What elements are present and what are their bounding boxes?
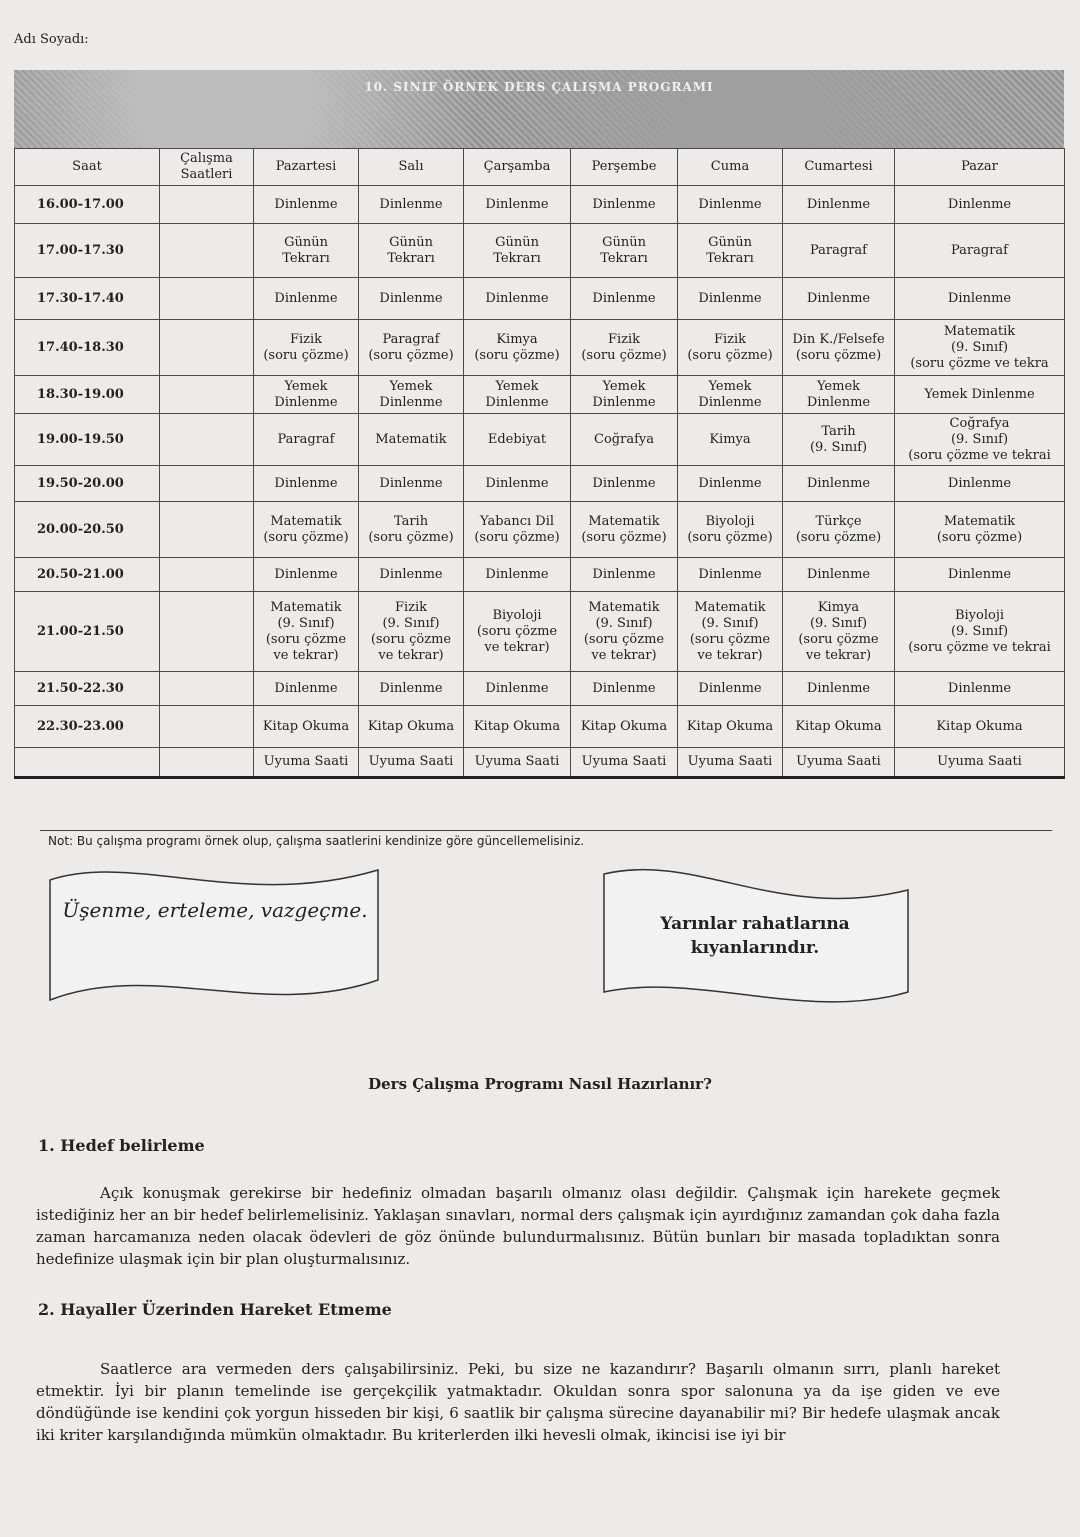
header-cell: Pazartesi — [254, 149, 359, 186]
activity-cell: Yemek Dinlenme — [359, 376, 464, 414]
activity-cell: Tarih (9. Sınıf) — [783, 414, 895, 466]
heading-goal-setting: 1. Hedef belirleme — [38, 1136, 205, 1155]
time-slot-cell: 20.50-21.00 — [15, 558, 160, 592]
activity-cell: Matematik (9. Sınıf) (soru çözme ve tekrar) — [571, 592, 678, 672]
title-banner — [14, 70, 1064, 148]
activity-cell: Dinlenme — [783, 278, 895, 320]
table-row — [15, 376, 1065, 414]
activity-cell: Paragraf — [783, 224, 895, 278]
table-row — [15, 414, 1065, 466]
study-hours-cell — [160, 706, 254, 748]
activity-cell: Dinlenme — [678, 558, 783, 592]
activity-cell: Kitap Okuma — [678, 706, 783, 748]
study-hours-cell — [160, 558, 254, 592]
left-banner-text: Üşenme, erteleme, vazgeçme. — [62, 898, 368, 922]
activity-cell: Tarih (soru çözme) — [359, 502, 464, 558]
table-row — [15, 748, 1065, 778]
activity-cell: Dinlenme — [464, 558, 571, 592]
activity-cell: Kitap Okuma — [895, 706, 1065, 748]
time-slot-cell: 17.30-17.40 — [15, 278, 160, 320]
activity-cell: Dinlenme — [464, 278, 571, 320]
time-slot-cell: 21.50-22.30 — [15, 672, 160, 706]
study-hours-cell — [160, 320, 254, 376]
table-row — [15, 502, 1065, 558]
activity-cell: Kimya (9. Sınıf) (soru çözme ve tekrar) — [783, 592, 895, 672]
activity-cell: Yemek Dinlenme — [254, 376, 359, 414]
activity-cell: Dinlenme — [678, 186, 783, 224]
time-slot-cell: 17.00-17.30 — [15, 224, 160, 278]
right-banner-text: Yarınlar rahatlarına kıyanlarındır. — [660, 914, 850, 958]
activity-cell: Kimya (soru çözme) — [464, 320, 571, 376]
activity-cell: Dinlenme — [678, 672, 783, 706]
activity-cell: Kitap Okuma — [464, 706, 571, 748]
study-hours-cell — [160, 414, 254, 466]
activity-cell: Kimya — [678, 414, 783, 466]
activity-cell: Dinlenme — [359, 278, 464, 320]
activity-cell: Dinlenme — [359, 186, 464, 224]
activity-cell: Dinlenme — [254, 558, 359, 592]
activity-cell: Dinlenme — [464, 672, 571, 706]
activity-cell: Fizik (soru çözme) — [254, 320, 359, 376]
activity-cell: Kitap Okuma — [254, 706, 359, 748]
time-slot-cell: 22.30-23.00 — [15, 706, 160, 748]
activity-cell: Dinlenme — [678, 466, 783, 502]
activity-cell: Matematik (9. Sınıf) (soru çözme ve tekrar) — [678, 592, 783, 672]
study-hours-cell — [160, 502, 254, 558]
activity-cell: Matematik (soru çözme) — [895, 502, 1065, 558]
activity-cell: Yemek Dinlenme — [464, 376, 571, 414]
activity-cell: Biyoloji (soru çözme ve tekrar) — [464, 592, 571, 672]
activity-cell: Dinlenme — [571, 558, 678, 592]
activity-cell: Türkçe (soru çözme) — [783, 502, 895, 558]
activity-cell: Uyuma Saati — [783, 748, 895, 778]
activity-cell: Uyuma Saati — [359, 748, 464, 778]
activity-cell: Paragraf — [254, 414, 359, 466]
name-label: Adı Soyadı: — [14, 32, 89, 47]
header-cell: Pazar — [895, 149, 1065, 186]
activity-cell: Dinlenme — [254, 466, 359, 502]
activity-cell: Paragraf — [895, 224, 1065, 278]
activity-cell: Dinlenme — [571, 466, 678, 502]
heading-dreams: 2. Hayaller Üzerinden Hareket Etmeme — [38, 1300, 392, 1319]
activity-cell: Dinlenme — [895, 672, 1065, 706]
table-header-row — [15, 149, 1065, 186]
header-cell: Salı — [359, 149, 464, 186]
header-cell: Cuma — [678, 149, 783, 186]
activity-cell: Kitap Okuma — [783, 706, 895, 748]
activity-cell: Matematik (9. Sınıf) (soru çözme ve tekrar) — [254, 592, 359, 672]
schedule-note: Not: Bu çalışma programı örnek olup, çalışma saatlerini kendinize göre güncellemelisiniz. — [48, 834, 585, 848]
activity-cell: Matematik (soru çözme) — [254, 502, 359, 558]
paragraph-goal-setting: Açık konuşmak gerekirse bir hedefiniz olmadan başarılı olmanız olası değildir. Çalışmak için harekete geçmek istediğiniz her an bir hedef belirlemelisiniz. Yaklaşan sınavları, normal ders çalışmak için ayırdığınız zamandan çok daha fazla zaman harcamanıza neden olacak ödevleri de göz önünde bulundurmalısınız. Bütün bunları bir masada topladıktan sonra hedefinize ulaşmak için bir plan oluşturmalısınız. — [36, 1184, 1000, 1268]
paragraph-dreams: Saatlerce ara vermeden ders çalışabilirsiniz. Peki, bu size ne kazandırır? Başarılı olmanın sırrı, planlı hareket etmektir. İyi bir planın temelinde ise gerçekçilik yatmaktadır. Okuldan sonra spor salonuna ya da işe giden ve eve döndüğünde ise kendini çok yorgun hisseden bir kişi, 6 saatlik bir çalışma sürecine dayanabilir mi? Bir hedefe ulaşmak ancak iki kriter karşılandığında mümkün olmaktadır. Bu kriterlerden ilki hevesli olmak, ikincisi ise iyi bir — [36, 1360, 1000, 1444]
section-title: Ders Çalışma Programı Nasıl Hazırlanır? — [368, 1075, 712, 1093]
time-slot-cell — [15, 748, 160, 778]
activity-cell: Uyuma Saati — [678, 748, 783, 778]
study-hours-cell — [160, 672, 254, 706]
activity-cell: Dinlenme — [783, 186, 895, 224]
study-hours-cell — [160, 748, 254, 778]
time-slot-cell: 19.00-19.50 — [15, 414, 160, 466]
activity-cell: Dinlenme — [571, 186, 678, 224]
activity-cell: Paragraf (soru çözme) — [359, 320, 464, 376]
activity-cell: Dinlenme — [895, 466, 1065, 502]
activity-cell: Fizik (soru çözme) — [571, 320, 678, 376]
header-cell: Saat — [15, 149, 160, 186]
activity-cell: Coğrafya — [571, 414, 678, 466]
study-hours-cell — [160, 376, 254, 414]
activity-cell: Fizik (soru çözme) — [678, 320, 783, 376]
activity-cell: Dinlenme — [571, 672, 678, 706]
time-slot-cell: 17.40-18.30 — [15, 320, 160, 376]
activity-cell: Dinlenme — [678, 278, 783, 320]
table-row — [15, 672, 1065, 706]
activity-cell: Uyuma Saati — [254, 748, 359, 778]
study-hours-cell — [160, 278, 254, 320]
activity-cell: Yemek Dinlenme — [571, 376, 678, 414]
header-cell: Cumartesi — [783, 149, 895, 186]
activity-cell: Din K./Felsefe (soru çözme) — [783, 320, 895, 376]
activity-cell: Fizik (9. Sınıf) (soru çözme ve tekrar) — [359, 592, 464, 672]
activity-cell: Dinlenme — [464, 186, 571, 224]
activity-cell: Kitap Okuma — [571, 706, 678, 748]
activity-cell: Yemek Dinlenme — [678, 376, 783, 414]
table-row — [15, 558, 1065, 592]
activity-cell: Biyoloji (9. Sınıf) (soru çözme ve tekrai — [895, 592, 1065, 672]
activity-cell: Dinlenme — [783, 672, 895, 706]
study-hours-cell — [160, 592, 254, 672]
activity-cell: Dinlenme — [895, 186, 1065, 224]
activity-cell: Dinlenme — [254, 186, 359, 224]
header-cell: Perşembe — [571, 149, 678, 186]
time-slot-cell: 21.00-21.50 — [15, 592, 160, 672]
activity-cell: Dinlenme — [254, 278, 359, 320]
activity-cell: Dinlenme — [783, 558, 895, 592]
activity-cell: Günün Tekrarı — [571, 224, 678, 278]
header-cell: Çarşamba — [464, 149, 571, 186]
table-row — [15, 278, 1065, 320]
schedule-title: 10. SINIF ÖRNEK DERS ÇALIŞMA PROGRAMI — [364, 80, 714, 94]
activity-cell: Kitap Okuma — [359, 706, 464, 748]
table-row — [15, 592, 1065, 672]
activity-cell: Günün Tekrarı — [678, 224, 783, 278]
table-row — [15, 224, 1065, 278]
activity-cell: Uyuma Saati — [571, 748, 678, 778]
activity-cell: Günün Tekrarı — [464, 224, 571, 278]
activity-cell: Dinlenme — [359, 466, 464, 502]
table-row — [15, 186, 1065, 224]
activity-cell: Matematik (9. Sınıf) (soru çözme ve tekra — [895, 320, 1065, 376]
activity-cell: Yabancı Dil (soru çözme) — [464, 502, 571, 558]
activity-cell: Günün Tekrarı — [254, 224, 359, 278]
activity-cell: Edebiyat — [464, 414, 571, 466]
activity-cell: Matematik — [359, 414, 464, 466]
left-scroll-banner — [44, 860, 384, 1010]
activity-cell: Matematik (soru çözme) — [571, 502, 678, 558]
study-hours-cell — [160, 186, 254, 224]
activity-cell: Dinlenme — [783, 466, 895, 502]
activity-cell: Uyuma Saati — [464, 748, 571, 778]
activity-cell: Dinlenme — [895, 278, 1065, 320]
header-cell: Çalışma Saatleri — [160, 149, 254, 186]
time-slot-cell: 20.00-20.50 — [15, 502, 160, 558]
time-slot-cell: 18.30-19.00 — [15, 376, 160, 414]
activity-cell: Dinlenme — [571, 278, 678, 320]
activity-cell: Yemek Dinlenme — [783, 376, 895, 414]
activity-cell: Günün Tekrarı — [359, 224, 464, 278]
study-hours-cell — [160, 224, 254, 278]
activity-cell: Yemek Dinlenme — [895, 376, 1065, 414]
study-hours-cell — [160, 466, 254, 502]
activity-cell: Dinlenme — [895, 558, 1065, 592]
table-row — [15, 320, 1065, 376]
activity-cell: Dinlenme — [464, 466, 571, 502]
activity-cell: Biyoloji (soru çözme) — [678, 502, 783, 558]
study-schedule-table — [14, 148, 1065, 779]
table-row — [15, 706, 1065, 748]
separator-line — [40, 830, 1052, 831]
time-slot-cell: 16.00-17.00 — [15, 186, 160, 224]
activity-cell: Dinlenme — [254, 672, 359, 706]
time-slot-cell: 19.50-20.00 — [15, 466, 160, 502]
activity-cell: Uyuma Saati — [895, 748, 1065, 778]
activity-cell: Coğrafya (9. Sınıf) (soru çözme ve tekrai — [895, 414, 1065, 466]
activity-cell: Dinlenme — [359, 558, 464, 592]
table-row — [15, 466, 1065, 502]
activity-cell: Dinlenme — [359, 672, 464, 706]
